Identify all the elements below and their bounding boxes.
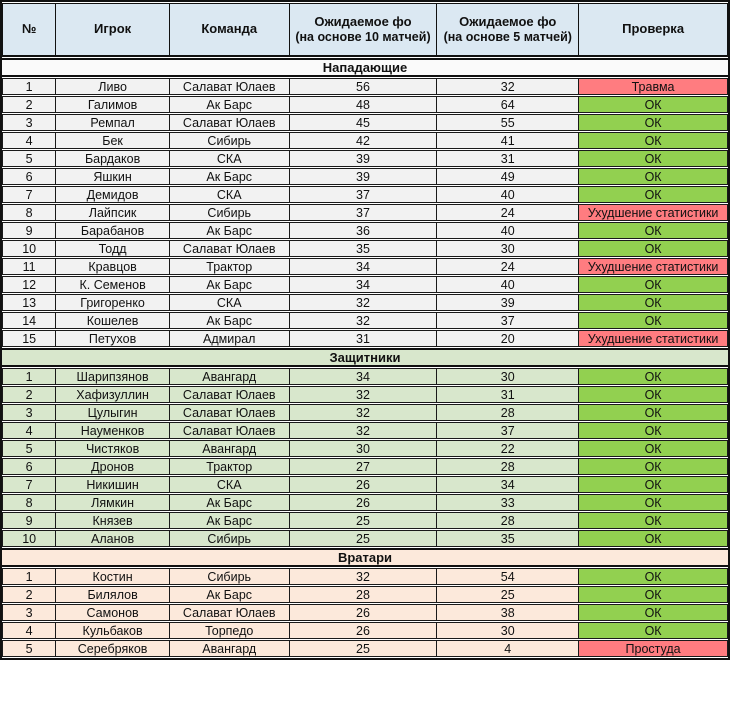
cell-number: 7 (2, 476, 55, 493)
table-row (2, 186, 728, 203)
cell-expected-5: 54 (436, 568, 578, 585)
status-cell: ОК (578, 96, 728, 113)
cell-expected-10: 26 (289, 476, 437, 493)
cell-expected-10: 32 (289, 568, 437, 585)
cell-expected-10: 56 (289, 78, 437, 95)
cell-expected-10: 45 (289, 114, 437, 131)
cell-number: 14 (2, 312, 55, 329)
cell-player: Кульбаков (55, 622, 169, 639)
cell-number: 5 (2, 440, 55, 457)
cell-expected-10: 25 (289, 530, 437, 547)
status-cell: ОК (578, 568, 728, 585)
cell-number: 13 (2, 294, 55, 311)
cell-team: Авангард (169, 640, 289, 657)
cell-player: Тодд (55, 240, 169, 257)
cell-expected-5: 31 (436, 150, 578, 167)
cell-number: 9 (2, 222, 55, 239)
cell-player: Чистяков (55, 440, 169, 457)
status-cell: ОК (578, 512, 728, 529)
cell-player: Лайпсик (55, 204, 169, 221)
cell-expected-10: 42 (289, 132, 437, 149)
cell-expected-5: 34 (436, 476, 578, 493)
cell-team: Салават Юлаев (169, 240, 289, 257)
column-header-team (169, 3, 289, 57)
status-cell: ОК (578, 222, 728, 239)
column-header-label: № (21, 21, 37, 37)
cell-expected-5: 33 (436, 494, 578, 511)
cell-number: 6 (2, 168, 55, 185)
cell-team: Салават Юлаев (169, 78, 289, 95)
status-cell: Травма (578, 78, 728, 95)
table-row (2, 404, 728, 421)
cell-expected-5: 4 (436, 640, 578, 657)
status-cell: ОК (578, 240, 728, 257)
cell-team: Салават Юлаев (169, 604, 289, 621)
status-cell: ОК (578, 622, 728, 639)
cell-team: Ак Барс (169, 512, 289, 529)
cell-player: К. Семенов (55, 276, 169, 293)
cell-number: 5 (2, 640, 55, 657)
cell-team: Ак Барс (169, 586, 289, 603)
cell-expected-5: 30 (436, 622, 578, 639)
table-row (2, 222, 728, 239)
cell-number: 1 (2, 568, 55, 585)
column-header-player (55, 3, 169, 57)
table-row (2, 168, 728, 185)
column-header-expected-5 (436, 3, 578, 57)
cell-expected-10: 34 (289, 258, 437, 275)
table-row (2, 622, 728, 639)
cell-player: Кравцов (55, 258, 169, 275)
status-cell: ОК (578, 294, 728, 311)
status-cell: ОК (578, 440, 728, 457)
cell-team: Сибирь (169, 530, 289, 547)
cell-player: Костин (55, 568, 169, 585)
table-row (2, 312, 728, 329)
table-row (2, 458, 728, 475)
table-row (2, 330, 728, 347)
cell-team: Ак Барс (169, 312, 289, 329)
cell-number: 4 (2, 622, 55, 639)
cell-player: Яшкин (55, 168, 169, 185)
table-row (2, 512, 728, 529)
cell-expected-10: 32 (289, 404, 437, 421)
status-cell: ОК (578, 422, 728, 439)
cell-team: Салават Юлаев (169, 404, 289, 421)
cell-player: Шарипзянов (55, 368, 169, 385)
cell-player: Князев (55, 512, 169, 529)
status-cell: ОК (578, 186, 728, 203)
cell-number: 2 (2, 586, 55, 603)
cell-number: 3 (2, 604, 55, 621)
cell-player: Науменков (55, 422, 169, 439)
cell-team: СКА (169, 476, 289, 493)
cell-expected-5: 31 (436, 386, 578, 403)
section-row-goalies (2, 548, 728, 567)
cell-number: 2 (2, 386, 55, 403)
table-row (2, 440, 728, 457)
table-row (2, 276, 728, 293)
cell-number: 10 (2, 240, 55, 257)
cell-team: Салават Юлаев (169, 422, 289, 439)
cell-team: СКА (169, 150, 289, 167)
status-cell: ОК (578, 168, 728, 185)
cell-team: Сибирь (169, 132, 289, 149)
status-cell: Простуда (578, 640, 728, 657)
cell-number: 1 (2, 78, 55, 95)
status-cell: ОК (578, 476, 728, 493)
cell-expected-5: 37 (436, 422, 578, 439)
cell-player: Григоренко (55, 294, 169, 311)
cell-player: Барабанов (55, 222, 169, 239)
cell-player: Ремпал (55, 114, 169, 131)
cell-team: СКА (169, 294, 289, 311)
cell-expected-10: 32 (289, 294, 437, 311)
cell-expected-5: 41 (436, 132, 578, 149)
status-cell: Ухудшение статистики (578, 258, 728, 275)
cell-expected-5: 24 (436, 204, 578, 221)
cell-expected-5: 32 (436, 78, 578, 95)
cell-player: Кошелев (55, 312, 169, 329)
status-cell: ОК (578, 530, 728, 547)
status-cell: ОК (578, 458, 728, 475)
table-row (2, 568, 728, 585)
cell-expected-10: 26 (289, 622, 437, 639)
cell-expected-5: 35 (436, 530, 578, 547)
cell-number: 6 (2, 458, 55, 475)
cell-number: 5 (2, 150, 55, 167)
section-title: Нападающие (2, 58, 728, 77)
column-header-label: Игрок (94, 21, 132, 37)
cell-expected-10: 39 (289, 150, 437, 167)
cell-player: Лямкин (55, 494, 169, 511)
cell-player: Ливо (55, 78, 169, 95)
status-cell: ОК (578, 132, 728, 149)
cell-player: Билялов (55, 586, 169, 603)
column-header-label: Команда (201, 21, 258, 37)
cell-number: 9 (2, 512, 55, 529)
cell-player: Дронов (55, 458, 169, 475)
cell-number: 12 (2, 276, 55, 293)
status-cell: ОК (578, 276, 728, 293)
cell-expected-10: 31 (289, 330, 437, 347)
cell-expected-10: 32 (289, 386, 437, 403)
cell-number: 1 (2, 368, 55, 385)
table-row (2, 114, 728, 131)
cell-number: 4 (2, 422, 55, 439)
cell-team: Ак Барс (169, 96, 289, 113)
column-header-expected-10 (289, 3, 437, 57)
cell-expected-10: 34 (289, 368, 437, 385)
cell-player: Бек (55, 132, 169, 149)
column-header-label: Проверка (622, 21, 685, 37)
cell-expected-5: 49 (436, 168, 578, 185)
cell-expected-10: 26 (289, 494, 437, 511)
cell-player: Серебряков (55, 640, 169, 657)
cell-number: 10 (2, 530, 55, 547)
cell-expected-10: 36 (289, 222, 437, 239)
cell-expected-10: 32 (289, 312, 437, 329)
cell-expected-5: 30 (436, 368, 578, 385)
cell-expected-10: 34 (289, 276, 437, 293)
cell-team: Сибирь (169, 568, 289, 585)
cell-expected-5: 28 (436, 458, 578, 475)
cell-expected-5: 28 (436, 512, 578, 529)
cell-expected-5: 24 (436, 258, 578, 275)
column-header-label: Ожидаемое фо (314, 13, 412, 29)
section-row-defenders (2, 348, 728, 367)
cell-player: Аланов (55, 530, 169, 547)
table-row (2, 530, 728, 547)
column-header-label: Ожидаемое фо (459, 13, 557, 29)
status-cell: ОК (578, 312, 728, 329)
table-row (2, 586, 728, 603)
table-row (2, 96, 728, 113)
cell-expected-10: 28 (289, 586, 437, 603)
status-cell: ОК (578, 604, 728, 621)
table-row (2, 640, 728, 657)
cell-expected-10: 25 (289, 640, 437, 657)
status-cell: ОК (578, 404, 728, 421)
table-row (2, 386, 728, 403)
cell-team: Ак Барс (169, 222, 289, 239)
cell-player: Демидов (55, 186, 169, 203)
cell-expected-5: 25 (436, 586, 578, 603)
cell-expected-5: 20 (436, 330, 578, 347)
cell-expected-10: 37 (289, 186, 437, 203)
cell-team: Салават Юлаев (169, 386, 289, 403)
cell-team: Трактор (169, 258, 289, 275)
table-row (2, 422, 728, 439)
table-row (2, 78, 728, 95)
cell-expected-10: 26 (289, 604, 437, 621)
status-cell: Ухудшение статистики (578, 204, 728, 221)
table-row (2, 494, 728, 511)
cell-player: Самонов (55, 604, 169, 621)
table-row (2, 132, 728, 149)
cell-player: Бардаков (55, 150, 169, 167)
cell-number: 2 (2, 96, 55, 113)
status-cell: ОК (578, 368, 728, 385)
cell-expected-5: 64 (436, 96, 578, 113)
cell-number: 4 (2, 132, 55, 149)
table-row (2, 204, 728, 221)
status-cell: ОК (578, 494, 728, 511)
cell-number: 3 (2, 404, 55, 421)
cell-player: Хафизуллин (55, 386, 169, 403)
table-row (2, 258, 728, 275)
table-row (2, 368, 728, 385)
cell-expected-5: 40 (436, 222, 578, 239)
table-row (2, 294, 728, 311)
table-row (2, 604, 728, 621)
cell-team: Ак Барс (169, 168, 289, 185)
cell-team: Салават Юлаев (169, 114, 289, 131)
cell-expected-10: 35 (289, 240, 437, 257)
cell-expected-5: 22 (436, 440, 578, 457)
section-row-forwards (2, 58, 728, 77)
cell-expected-5: 39 (436, 294, 578, 311)
status-cell: ОК (578, 586, 728, 603)
section-title: Защитники (2, 348, 728, 367)
cell-team: Адмирал (169, 330, 289, 347)
cell-number: 8 (2, 204, 55, 221)
cell-team: Авангард (169, 368, 289, 385)
cell-team: Трактор (169, 458, 289, 475)
cell-expected-10: 39 (289, 168, 437, 185)
table-row (2, 240, 728, 257)
cell-expected-5: 40 (436, 276, 578, 293)
cell-team: Ак Барс (169, 494, 289, 511)
cell-player: Цулыгин (55, 404, 169, 421)
cell-expected-5: 38 (436, 604, 578, 621)
cell-number: 11 (2, 258, 55, 275)
cell-expected-10: 27 (289, 458, 437, 475)
column-header-sublabel: (на основе 10 матчей) (295, 29, 431, 44)
column-header-sublabel: (на основе 5 матчей) (443, 29, 572, 44)
column-header-number (2, 3, 55, 57)
column-header-check (578, 3, 728, 57)
cell-team: Ак Барс (169, 276, 289, 293)
cell-expected-5: 28 (436, 404, 578, 421)
cell-number: 8 (2, 494, 55, 511)
cell-expected-5: 37 (436, 312, 578, 329)
table-row (2, 476, 728, 493)
cell-expected-10: 37 (289, 204, 437, 221)
cell-player: Галимов (55, 96, 169, 113)
cell-expected-10: 32 (289, 422, 437, 439)
status-cell: ОК (578, 114, 728, 131)
section-title: Вратари (2, 548, 728, 567)
cell-expected-10: 25 (289, 512, 437, 529)
status-cell: ОК (578, 386, 728, 403)
cell-number: 7 (2, 186, 55, 203)
cell-player: Никишин (55, 476, 169, 493)
table-body (2, 58, 728, 657)
cell-team: Торпедо (169, 622, 289, 639)
status-cell: ОК (578, 150, 728, 167)
table-header (2, 3, 728, 57)
cell-team: Сибирь (169, 204, 289, 221)
status-cell: Ухудшение статистики (578, 330, 728, 347)
table-row (2, 150, 728, 167)
cell-team: СКА (169, 186, 289, 203)
cell-team: Авангард (169, 440, 289, 457)
cell-expected-5: 30 (436, 240, 578, 257)
cell-expected-10: 48 (289, 96, 437, 113)
cell-expected-5: 55 (436, 114, 578, 131)
cell-expected-10: 30 (289, 440, 437, 457)
cell-number: 15 (2, 330, 55, 347)
cell-expected-5: 40 (436, 186, 578, 203)
cell-player: Петухов (55, 330, 169, 347)
cell-number: 3 (2, 114, 55, 131)
